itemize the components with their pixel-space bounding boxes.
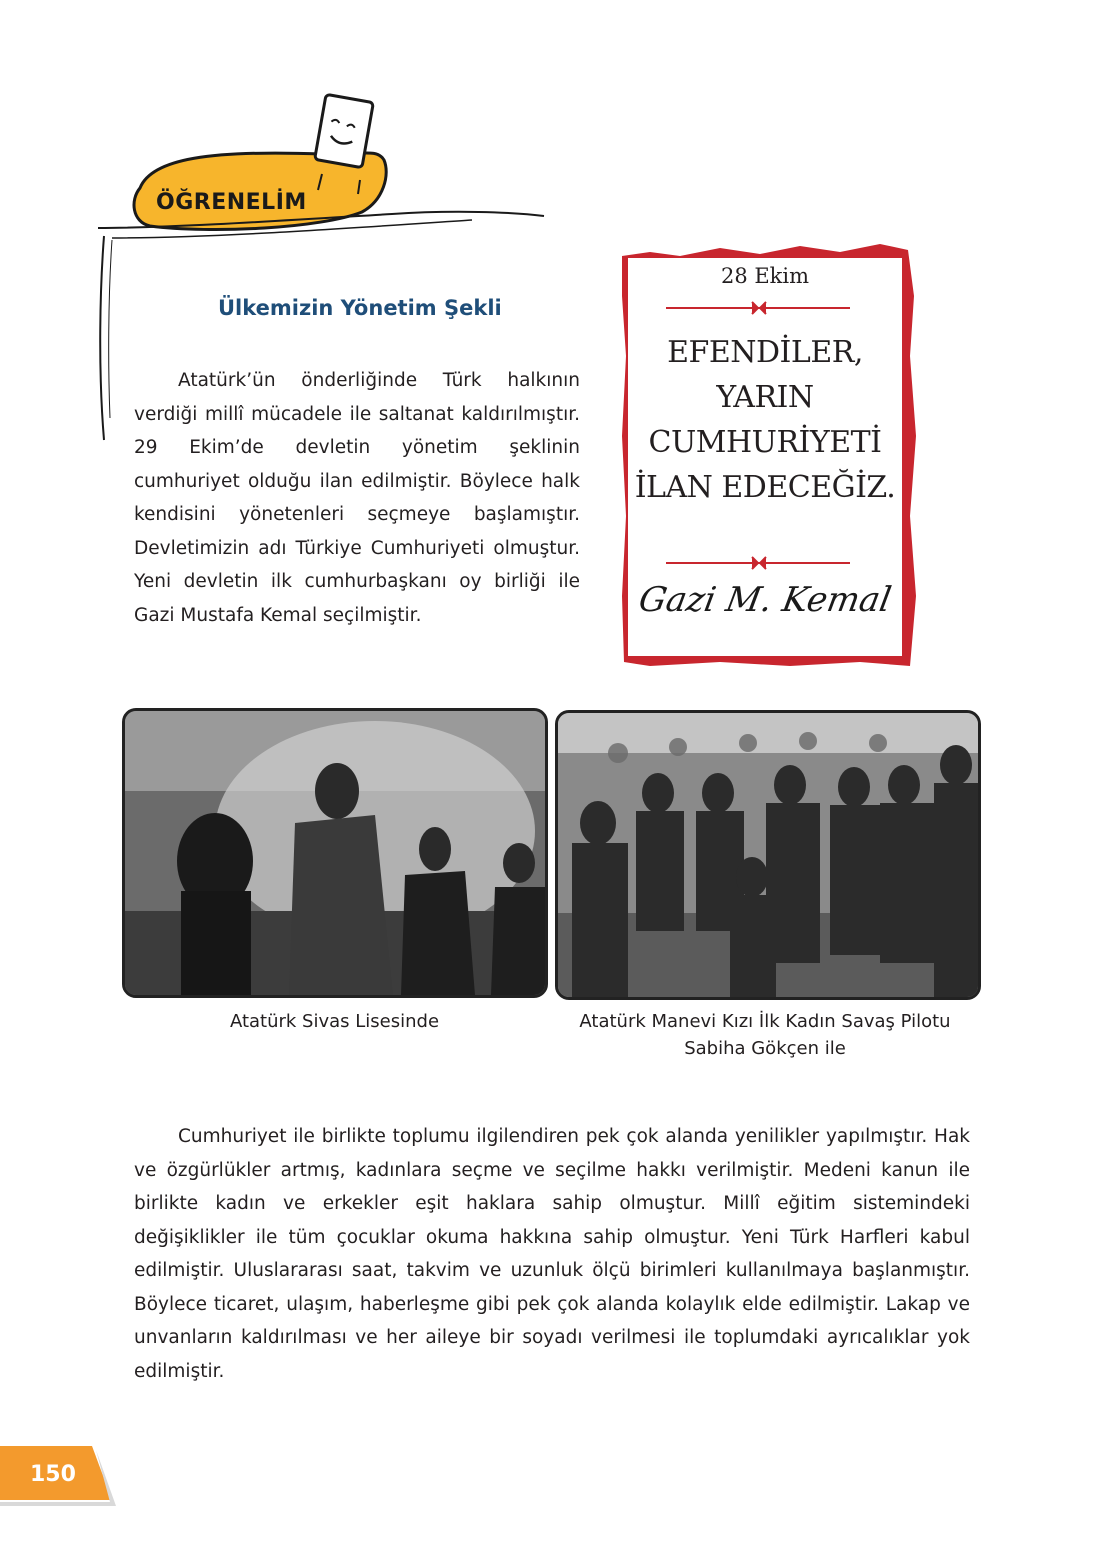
- page-number: 150: [30, 1462, 76, 1487]
- banner-vertical-stroke: [100, 236, 104, 440]
- photo-ataturk-sabiha-gokcen: [555, 710, 981, 1000]
- photo-caption-2: Atatürk Manevi Kızı İlk Kadın Savaş Pilotu Sabiha Gökçen ile: [579, 1011, 951, 1059]
- photo-caption-1: Atatürk Sivas Lisesinde: [229, 1011, 440, 1032]
- section-title: Ülkemizin Yönetim Şekli: [218, 296, 502, 320]
- quote-date: 28 Ekim: [720, 264, 810, 288]
- intro-paragraph: Atatürk’ün önderliğinde Türk halkının verdiği millî mücadele ile saltanat kaldırılmıştır. 29 Ekim’de devletin yönetim şeklinin cumhuriyet olduğu ilan edilmiştir. Böylece halk kendisini yönetenleri seçmeye başlamıştır. Devletimizin adı Türkiye Cumhuriyeti olmuştur. Yeni devletin ilk cumhurbaşkanı oy birliği ile Gazi Mustafa Kemal seçilmiştir.: [134, 370, 580, 626]
- quote-signature: Gazi M. Kemal: [635, 580, 895, 620]
- banner-label: ÖĞRENELİM: [156, 190, 307, 215]
- main-paragraph: Cumhuriyet ile birlikte toplumu ilgilendiren pek çok alanda yenilikler yapılmıştır. Hak ve özgürlükler artmış, kadınlara seçme ve seçilme hakkı verilmiştir. Medeni kanun ile birlikte kadın ve erkekler eşit haklara sahip olmuştur. Millî eğitim sistemindeki değişiklikler ile tüm çocuklar okuma hakkına sahip olmuştur. Yeni Türk Harfleri kabul edilmiştir. Uluslararası saat, takvim ve uzunluk ölçü birimleri kullanılmaya başlanmıştır. Böylece ticaret, ulaşım, haberleşme gibi pek çok alanda kolaylık elde edilmiştir. Lakap ve unvanların kaldırılması ve her aileye bir soyadı verilmesi ile toplumdaki ayrıcalıklar yok edilmiştir.: [134, 1126, 970, 1382]
- photo-ataturk-sivas-lisesi: [122, 708, 548, 998]
- quote-text: EFENDİLER, YARIN CUMHURİYETİ İLAN EDECEĞİZ.: [634, 335, 896, 505]
